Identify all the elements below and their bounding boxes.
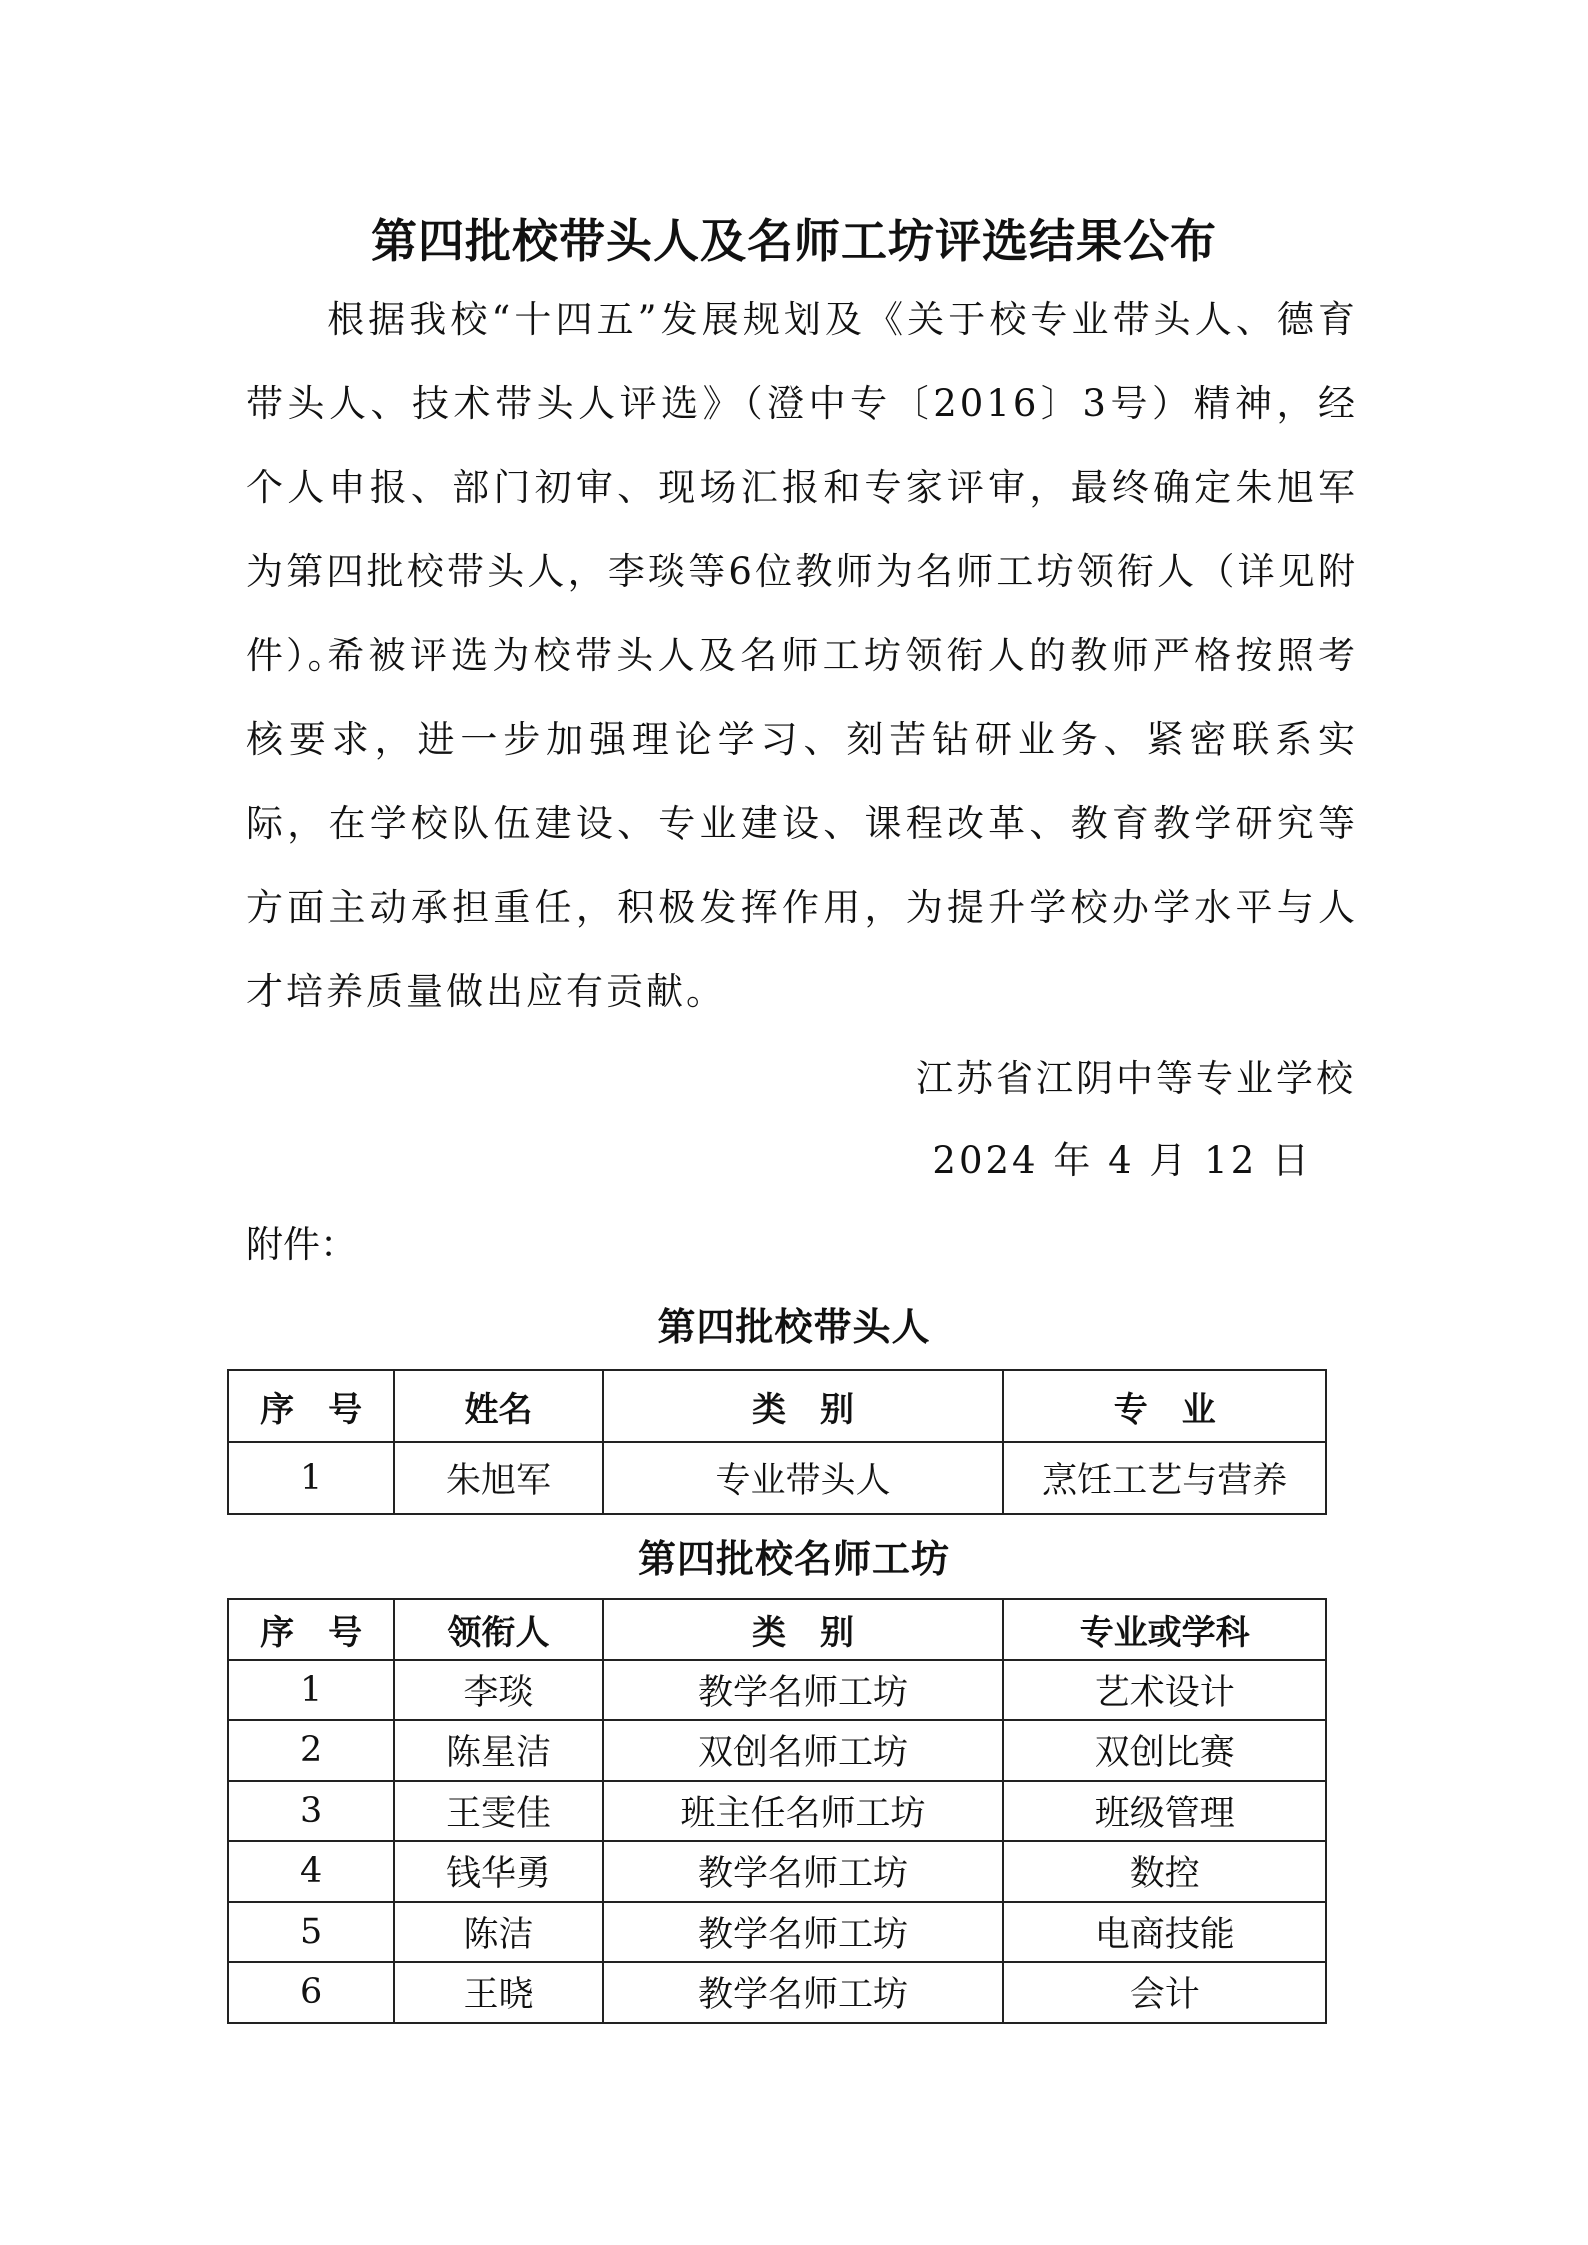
table-header-row (228, 1370, 1326, 1442)
table-cell: 朱旭军 (394, 1442, 602, 1514)
table-cell: 4 (228, 1841, 394, 1902)
header-cell: 序 号 (228, 1370, 394, 1442)
paragraph-text: 根据我校“十四五”发展规划及《关于校专业带头人、德育带头人、技术带头人评选》（澄中专〔2016〕3号）精神，经个人申报、部门初审、现场汇报和专家评审，最终确定朱旭军为第四批校带头人，李琰等6位教师为名师工坊领衔人（详见附件）。 (246, 298, 1358, 677)
table-cell: 教学名师工坊 (603, 1841, 1004, 1902)
table-cell: 3 (228, 1781, 394, 1842)
workshops-table (227, 1598, 1327, 2024)
table-cell: 陈星洁 (394, 1720, 602, 1781)
attachment-label: 附件： (246, 1223, 357, 1266)
table-cell: 班主任名师工坊 (603, 1781, 1004, 1842)
table2-title: 第四批校名师工坊 (637, 1537, 950, 1581)
table-cell: 王雯佳 (394, 1781, 602, 1842)
table-cell: 双创比赛 (1003, 1720, 1326, 1781)
table-cell: 2 (228, 1720, 394, 1781)
header-cell: 领衔人 (394, 1599, 602, 1660)
header-cell: 类 别 (603, 1599, 1004, 1660)
header-cell: 类 别 (603, 1370, 1004, 1442)
table1-title: 第四批校带头人 (657, 1305, 931, 1349)
table-cell: 钱华勇 (394, 1841, 602, 1902)
table-cell: 陈洁 (394, 1902, 602, 1963)
table-cell: 5 (228, 1902, 394, 1963)
table-row (228, 1442, 1326, 1514)
header-cell: 专 业 (1003, 1370, 1326, 1442)
table-cell: 双创名师工坊 (603, 1720, 1004, 1781)
table-cell: 班级管理 (1003, 1781, 1326, 1842)
table-cell: 教学名师工坊 (603, 1660, 1004, 1721)
header-cell: 专业或学科 (1003, 1599, 1326, 1660)
table-row (228, 1660, 1326, 1721)
table-row (228, 1902, 1326, 1963)
table-row (228, 1781, 1326, 1842)
table-cell: 教学名师工坊 (603, 1962, 1004, 2023)
table-cell: 电商技能 (1003, 1902, 1326, 1963)
body-paragraph (246, 614, 1358, 1034)
table-cell: 专业带头人 (603, 1442, 1004, 1514)
table-row (228, 1720, 1326, 1781)
table-cell: 艺术设计 (1003, 1660, 1326, 1721)
issue-date: 2024 年 4 月 12 日 (932, 1139, 1312, 1182)
table-row (228, 1841, 1326, 1902)
leaders-table (227, 1369, 1327, 1515)
table-cell: 李琰 (394, 1660, 602, 1721)
header-cell: 序 号 (228, 1599, 394, 1660)
document-title: 第四批校带头人及名师工坊评选结果公布 (371, 214, 1217, 268)
header-cell: 姓名 (394, 1370, 602, 1442)
table-cell: 教学名师工坊 (603, 1902, 1004, 1963)
table-header-row (228, 1599, 1326, 1660)
table-cell: 1 (228, 1660, 394, 1721)
table-cell: 6 (228, 1962, 394, 2023)
paragraph-text: 希被评选为校带头人及名师工坊领衔人的教师严格按照考核要求，进一步加强理论学习、刻苦钻研业务、紧密联系实际，在学校队伍建设、专业建设、课程改革、教育教学研究等方面主动承担重任，积极发挥作用，为提升学校办学水平与人才培养质量做出应有贡献。 (246, 634, 1358, 1013)
table-cell: 1 (228, 1442, 394, 1514)
table-row (228, 1962, 1326, 2023)
table-cell: 数控 (1003, 1841, 1326, 1902)
issuing-organization: 江苏省江阴中等专业学校 (916, 1057, 1356, 1100)
table-cell: 会计 (1003, 1962, 1326, 2023)
table-cell: 烹饪工艺与营养 (1003, 1442, 1326, 1514)
table-cell: 王晓 (394, 1962, 602, 2023)
